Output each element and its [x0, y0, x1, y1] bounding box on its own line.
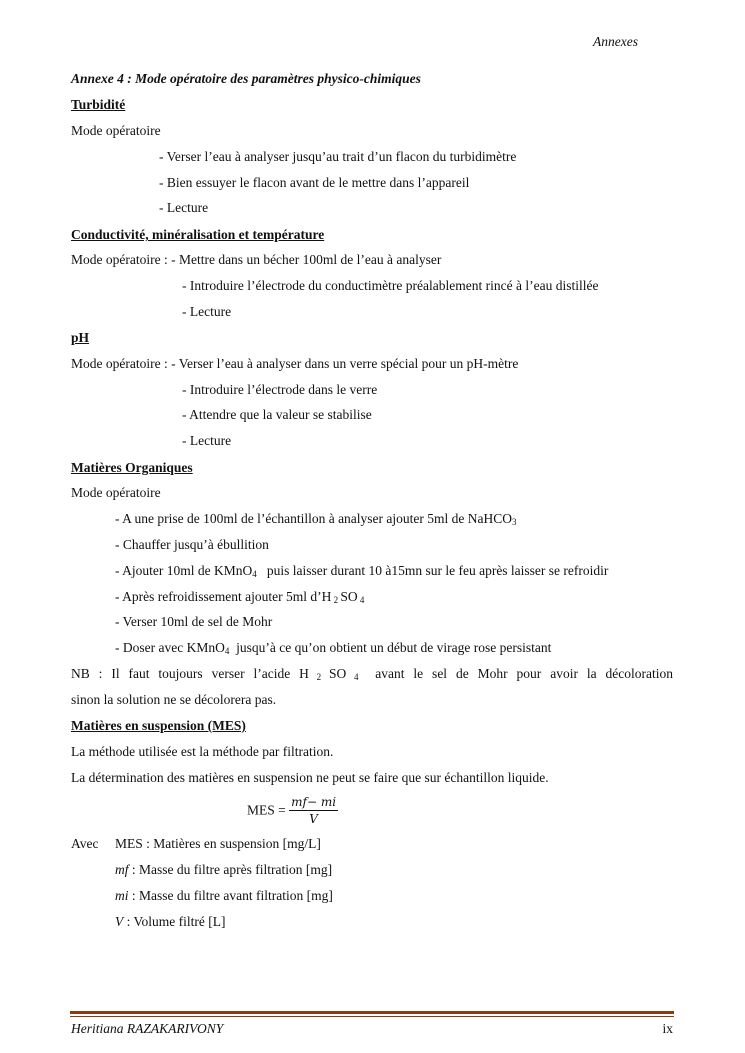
- mes-paragraph: La méthode utilisée est la méthode par filtration.: [71, 744, 334, 759]
- mo-step: [115, 511, 517, 527]
- mes-paragraph: La détermination des matières en suspension ne peut se faire que sur échantillon liquide.: [71, 770, 549, 785]
- subscript: 4: [346, 672, 367, 682]
- running-header: Annexes: [593, 34, 638, 49]
- note-text: NB : Il faut toujours verser l’acide H: [71, 666, 309, 681]
- conductivite-first-step: Mode opératoire : - Mettre dans un bécher 100ml de l’eau à analyser: [71, 252, 442, 267]
- symbol-mf: mf: [115, 862, 129, 877]
- note-text: SO: [328, 666, 347, 681]
- conductivite-heading: Conductivité, minéralisation et température: [71, 227, 325, 242]
- mo-note: [71, 666, 673, 682]
- avec-label: Avec: [71, 836, 99, 851]
- mo-step-text: jusqu’à ce qu’on obtient un début de virage rose persistant: [229, 640, 552, 655]
- definition-text: : Masse du filtre avant filtration [mg]: [128, 888, 333, 903]
- mo-step-text: - A une prise de 100ml de l’échantillon à analyser ajouter 5ml de NaHCO: [115, 511, 513, 526]
- turbidite-step: - Bien essuyer le flacon avant de le mettre dans l’appareil: [159, 175, 470, 190]
- mo-step: [115, 563, 608, 579]
- definition-text: : Masse du filtre après filtration [mg]: [128, 862, 333, 877]
- turbidite-heading: Turbidité: [71, 97, 126, 112]
- mo-step-text: puis laisser durant 10 à15mn sur le feu après laisser se refroidir: [256, 563, 609, 578]
- subscript: 3: [512, 517, 517, 527]
- mo-step-text: - Ajouter 10ml de KMnO: [115, 563, 253, 578]
- symbol-mi: mi: [115, 888, 129, 903]
- mes-formula: [247, 795, 338, 826]
- ph-heading: pH: [71, 330, 90, 345]
- formula-fraction: [289, 795, 338, 826]
- definition-mi: [115, 888, 333, 904]
- mo-step: [115, 589, 364, 605]
- ph-step: - Attendre que la valeur se stabilise: [182, 407, 372, 422]
- subscript: 4: [224, 646, 230, 656]
- turbidite-step: - Verser l’eau à analyser jusqu’au trait d’un flacon du turbidimètre: [159, 149, 517, 164]
- mo-step: - Chauffer jusqu’à ébullition: [115, 537, 269, 552]
- ph-step: - Introduire l’électrode dans le verre: [182, 382, 378, 397]
- conductivite-step: - Introduire l’électrode du conductimètre préalablement rincé à l’eau distillée: [182, 278, 599, 293]
- ph-step: - Lecture: [182, 433, 232, 448]
- symbol-v: V: [115, 914, 124, 929]
- mo-step-text: SO: [340, 589, 358, 604]
- turbidite-mode-label: Mode opératoire: [71, 123, 161, 138]
- mo-step: - Verser 10ml de sel de Mohr: [115, 614, 273, 629]
- annex-title: Annexe 4 : Mode opératoire des paramètres physico-chimiques: [71, 71, 421, 86]
- mo-note-continued: sinon la solution ne se décolorera pas.: [71, 692, 277, 707]
- mo-step-text: - Doser avec KMnO: [115, 640, 225, 655]
- mes-heading: Matières en suspension (MES): [71, 718, 246, 733]
- conductivite-step: - Lecture: [182, 304, 232, 319]
- page-number: ix: [662, 1021, 673, 1036]
- subscript: 2: [308, 672, 329, 682]
- definition-mes: MES : Matières en suspension [mg/L]: [115, 836, 321, 851]
- mo-step: [115, 640, 551, 656]
- subscript: 4: [252, 569, 257, 579]
- mo-heading: Matières Organiques: [71, 460, 193, 475]
- definition-text: : Volume filtré [L]: [123, 914, 226, 929]
- footer-author: Heritiana RAZAKARIVONY: [71, 1021, 224, 1036]
- definition-v: [115, 914, 225, 930]
- mo-step-text: - Après refroidissement ajouter 5ml d’H: [115, 589, 332, 604]
- turbidite-step: - Lecture: [159, 200, 209, 215]
- footer-rule: [70, 1011, 674, 1014]
- subscript: 2: [331, 595, 341, 605]
- note-text: avant le sel de Mohr pour avoir la décoloration: [366, 666, 674, 681]
- footer-rule: [70, 1016, 674, 1017]
- formula-lhs: MES =: [247, 802, 290, 818]
- subscript: 4: [357, 595, 365, 605]
- mo-mode-label: Mode opératoire: [71, 485, 161, 500]
- formula-denominator: V: [309, 812, 318, 826]
- ph-first-step: Mode opératoire : - Verser l’eau à analyser dans un verre spécial pour un pH-mètre: [71, 356, 519, 371]
- formula-numerator: mf− mi: [291, 795, 337, 809]
- definition-mf: [115, 862, 332, 878]
